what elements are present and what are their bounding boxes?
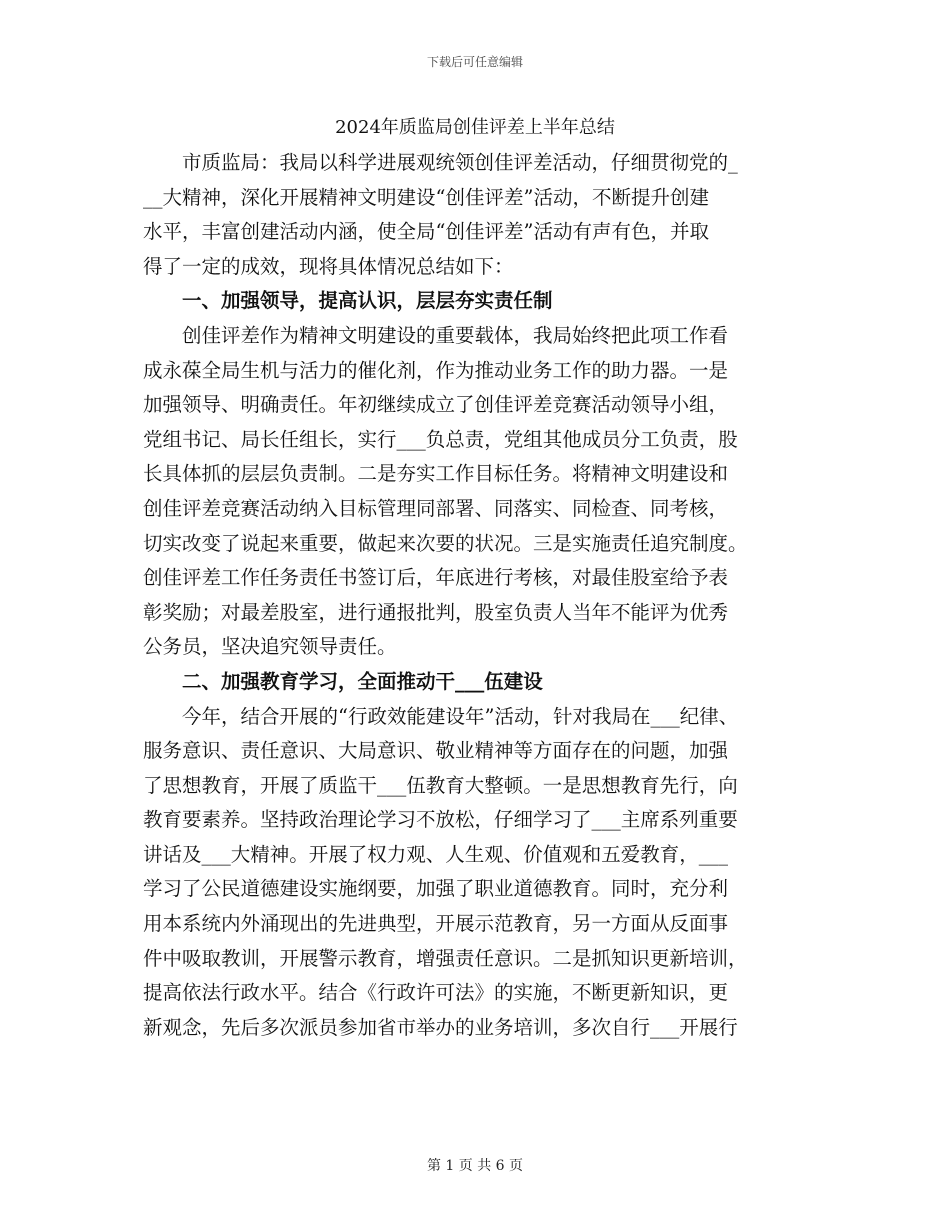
body-line: 创佳评差工作任务责任书签订后，年底进行考核，对最佳股室给予表 (143, 566, 729, 590)
page-footer: 第 1 页 共 6 页 (426, 1158, 524, 1174)
body-line: 用本系统内外涌现出的先进典型，开展示范教育，另一方面从反面事 (143, 912, 729, 936)
body-line: 讲话及___大精神。开展了权力观、人生观、价值观和五爱教育，___ (143, 842, 729, 866)
body-line: 件中吸取教训，开展警示教育，增强责任意识。二是抓知识更新培训， (143, 946, 748, 970)
body-line: 加强领导、明确责任。年初继续成立了创佳评差竞赛活动领导小组， (143, 393, 729, 417)
body-line: 成永葆全局生机与活力的催化剂，作为推动业务工作的助力器。一是 (143, 358, 729, 382)
body-line: 彰奖励；对最差股室，进行通报批判，股室负责人当年不能评为优秀 (143, 600, 729, 624)
body-line: 今年，结合开展的“行政效能建设年”活动，针对我局在___纪律、 (143, 704, 739, 728)
body-line: 提高依法行政水平。结合《行政许可法》的实施，不断更新知识，更 (143, 981, 729, 1005)
body-line: 创佳评差作为精神文明建设的重要载体，我局始终把此项工作看 (143, 323, 729, 347)
body-line: 了思想教育，开展了质监干___伍教育大整顿。一是思想教育先行，向 (143, 773, 738, 797)
body-line: 市质监局：我局以科学进展观统领创佳评差活动，仔细贯彻党的_ (143, 151, 738, 174)
body-line: 得了一定的成效，现将具体情况总结如下： (143, 254, 514, 278)
document-title: 2024年质监局创佳评差上半年总结 (335, 117, 615, 138)
body-line: 创佳评差竞赛活动纳入目标管理同部署、同落实、同检查、同考核， (143, 496, 729, 520)
body-line: __大精神，深化开展精神文明建设“创佳评差”活动，不断提升创建 (143, 185, 709, 209)
section-heading: 一、加强领导，提高认识，层层夯实责任制 (143, 289, 553, 313)
body-line: 党组书记、局长任组长，实行___负总责，党组其他成员分工负责，股 (143, 427, 738, 451)
body-line: 服务意识、责任意识、大局意识、敬业精神等方面存在的问题，加强 (143, 739, 729, 763)
document-body (143, 146, 823, 1045)
body-line: 公务员，坚决追究领导责任。 (143, 635, 397, 659)
body-line: 学习了公民道德建设实施纲要，加强了职业道德教育。同时，充分利 (143, 877, 729, 901)
section-heading: 二、加强教育学习，全面推动干___伍建设 (143, 669, 543, 693)
body-line: 切实改变了说起来重要，做起来次要的状况。三是实施责任追究制度。 (143, 531, 748, 555)
body-line: 水平，丰富创建活动内涵，使全局“创佳评差”活动有声有色，并取 (143, 220, 709, 244)
body-line: 教育要素养。坚持政治理论学习不放松，仔细学习了___主席系列重要 (143, 808, 738, 832)
body-line: 长具体抓的层层负责制。二是夯实工作目标任务。将精神文明建设和 (143, 462, 729, 486)
body-line: 新观念，先后多次派员参加省市举办的业务培训，多次自行___开展行 (143, 1015, 738, 1039)
header-note: 下载后可任意编辑 (426, 55, 523, 69)
